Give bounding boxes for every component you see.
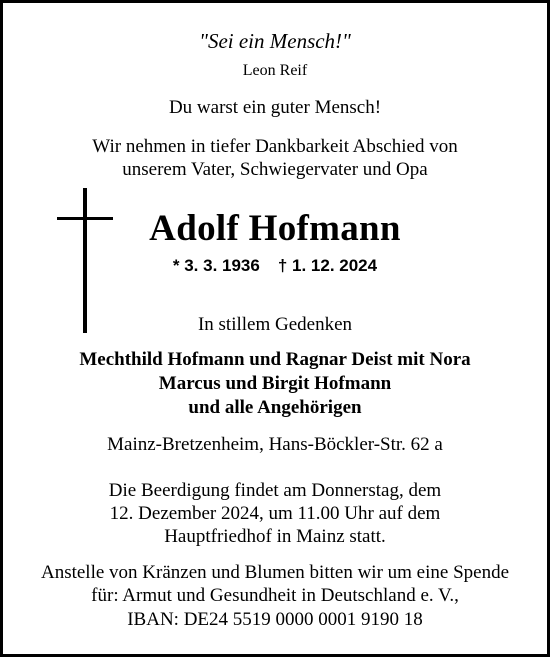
birth-date: * 3. 3. 1936 [172, 256, 260, 275]
life-dates [3, 256, 547, 276]
remembrance-line: In stillem Gedenken [197, 314, 353, 335]
quote-author: Leon Reif [242, 62, 308, 79]
donation-info-line: Anstelle von Kränzen und Blumen bitten wir um eine Spende [40, 562, 510, 583]
deceased-name: Adolf Hofmann [149, 208, 401, 249]
quote-text: "Sei ein Mensch!" [199, 29, 351, 53]
donation-iban: IBAN: DE24 5519 0000 0001 9190 18 [127, 609, 423, 630]
funeral-info-line: Die Beerdigung findet am Donnerstag, dem [108, 480, 442, 501]
funeral-info-line: Hauptfriedhof in Mainz statt. [164, 526, 386, 547]
funeral-info-line: 12. Dezember 2024, um 11.00 Uhr auf dem [109, 503, 441, 524]
death-date: † 1. 12. 2024 [277, 256, 378, 275]
intro-line-3: unserem Vater, Schwiegervater und Opa [122, 159, 428, 180]
family-address: Mainz-Bretzenheim, Hans-Böckler-Str. 62 a [107, 434, 443, 455]
intro-line-2: Wir nehmen in tiefer Dankbarkeit Abschied von [92, 136, 458, 157]
mourner-line: Mechthild Hofmann und Ragnar Deist mit Nora [79, 349, 471, 370]
mourner-line: und alle Angehörigen [188, 397, 362, 418]
mourner-line: Marcus und Birgit Hofmann [158, 373, 392, 394]
intro-line-1: Du warst ein guter Mensch! [168, 97, 382, 118]
donation-info-line: für: Armut und Gesundheit in Deutschland e. V., [91, 585, 459, 606]
